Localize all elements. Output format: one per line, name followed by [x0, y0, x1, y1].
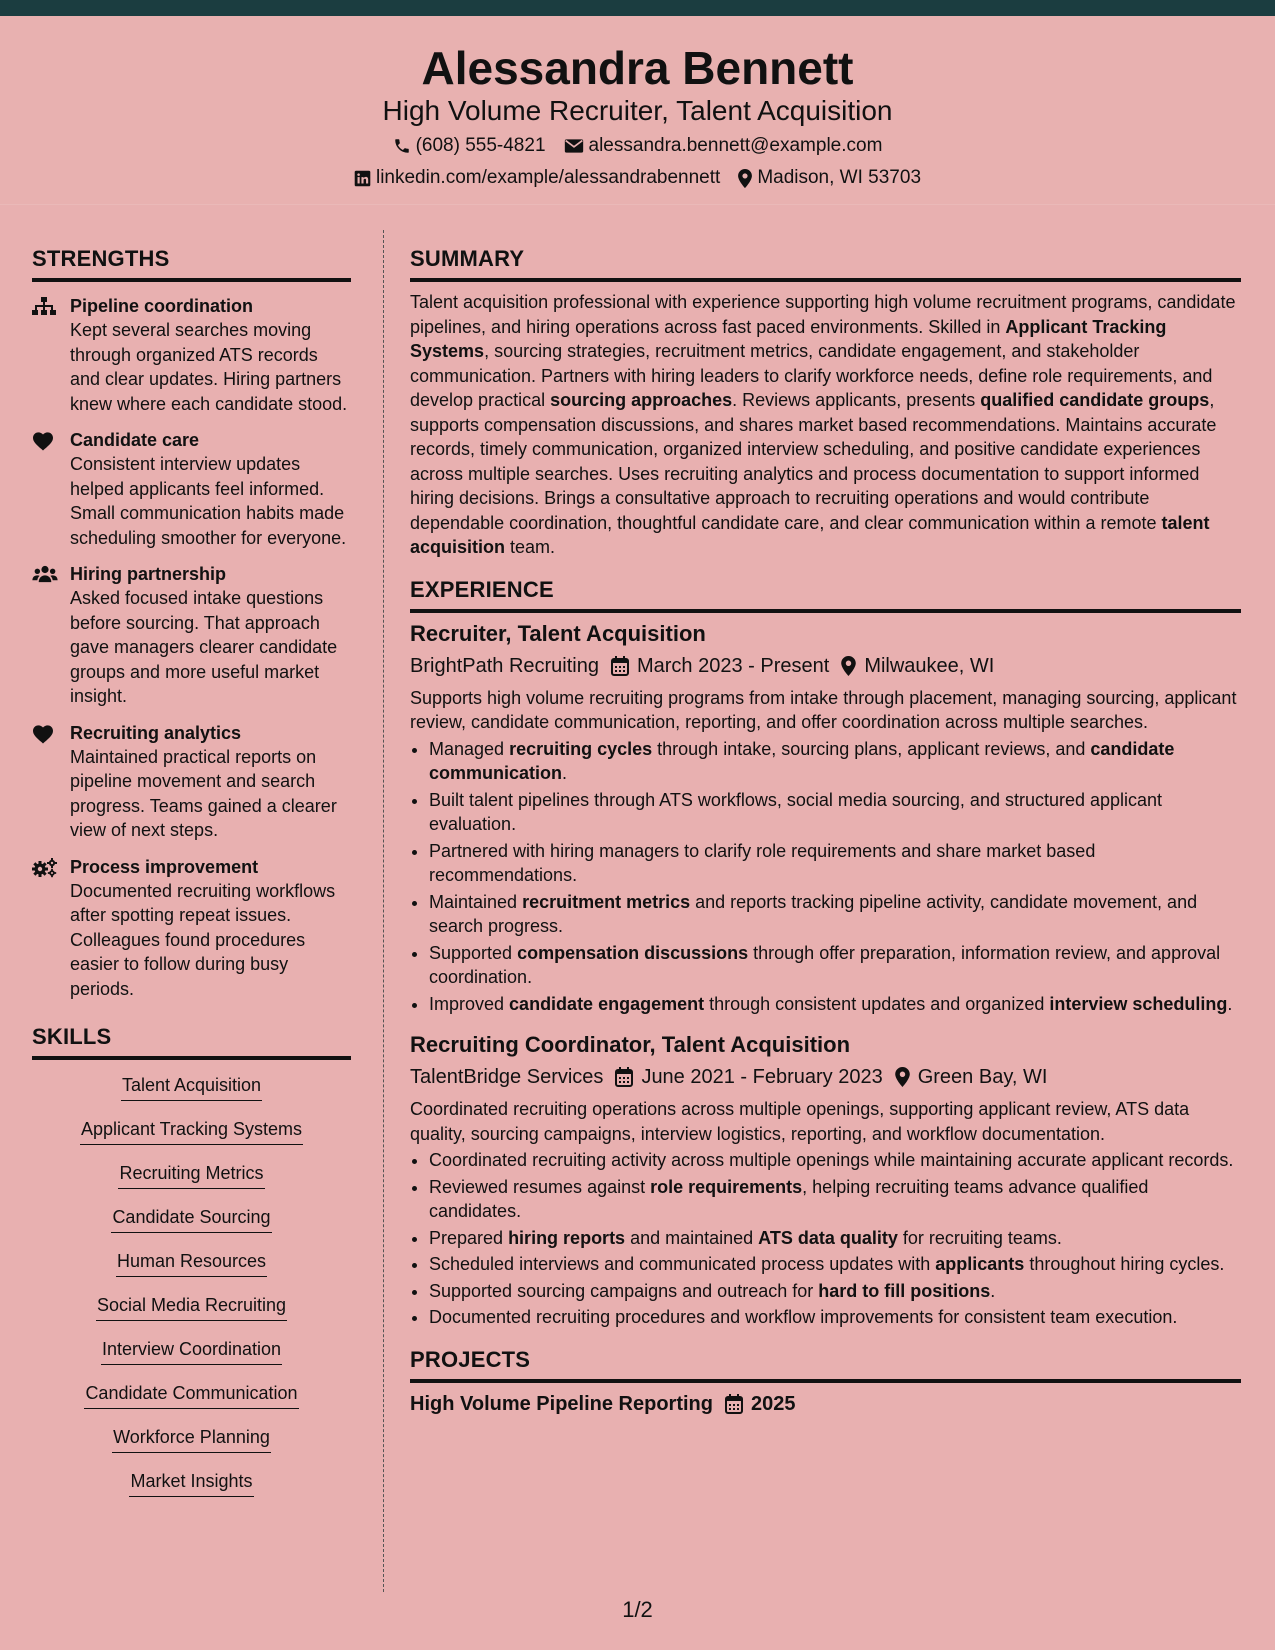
skills-heading: SKILLS	[32, 1023, 351, 1060]
map-pin-icon	[895, 1067, 910, 1087]
linkedin-contact[interactable]	[354, 166, 720, 190]
skill-tag: Social Media Recruiting	[32, 1291, 351, 1321]
linkedin-icon	[354, 170, 371, 187]
bullet-item: • Documented recruiting procedures and workflow improvements for consistent team execution.	[429, 1305, 1241, 1330]
job-role: Recruiting Coordinator, Talent Acquisition	[410, 1032, 851, 1057]
bullet-item: • Partnered with hiring managers to clarify role requirements and share market based recommendations.	[429, 839, 1241, 888]
bullet-item: • Maintained recruitment metrics and reports tracking pipeline activity, candidate movement, and search progress.	[429, 890, 1241, 939]
strengths-heading: STRENGTHS	[32, 245, 351, 282]
candidate-name: Alessandra Bennett	[421, 42, 854, 94]
strength-title: Process improvement	[70, 856, 259, 877]
job-description: Coordinated recruiting operations across multiple openings, supporting applicant review, ATS data quality, sourcing campaigns, interview logistics, reporting, and workflow documentation.	[410, 1099, 1190, 1144]
strength-item	[32, 562, 351, 709]
strength-title: Recruiting analytics	[70, 722, 242, 743]
project-entry	[410, 1389, 1241, 1419]
heart-icon	[32, 431, 54, 451]
skill-tag: Candidate Communication	[32, 1379, 351, 1409]
job-company: BrightPath Recruiting	[410, 654, 599, 677]
job-dates: March 2023 - Present	[636, 654, 830, 677]
summary-text: Talent acquisition professional with experience supporting high volume recruitment programs, candidate pipelines, and hiring operations across fast paced environments. Skilled in Applicant Tracking Systems, sourcing strategies, recruitment metrics, candidate engagement, and stakeholder communication. Partners with hiring leaders to clarify workforce needs, define role requirements, and develop practical sourcing approaches. Reviews applicants, presents qualified candidate groups, supports compensation discussions, and shares market based recommendations. Maintains accurate records, timely communication, organized interview scheduling, and positive candidate experiences across multiple searches. Uses recruiting analytics and process documentation to support informed hiring decisions. Brings a consultative approach to recruiting operations and would contribute dependable coordination, thoughtful candidate care, and clear communication within a remote talent acquisition team.	[410, 292, 1236, 557]
job-meta	[410, 651, 1241, 681]
skill-tag: Recruiting Metrics	[32, 1159, 351, 1189]
strength-title: Pipeline coordination	[70, 296, 254, 316]
phone-icon	[393, 137, 411, 155]
location-contact	[738, 166, 921, 190]
job-role: Recruiter, Talent Acquisition	[410, 620, 706, 646]
gears-icon	[32, 858, 58, 878]
phone-contact	[393, 134, 546, 158]
strength-item	[32, 294, 351, 416]
skill-tag: Market Insights	[32, 1467, 351, 1497]
skill-tag: Workforce Planning	[32, 1423, 351, 1453]
job-bullets	[410, 1148, 1241, 1330]
projects-heading: PROJECTS	[410, 1346, 1241, 1383]
candidate-title: High Volume Recruiter, Talent Acquisition	[382, 95, 893, 126]
strength-description: Asked focused intake questions before sourcing. That approach gave managers clearer candidate groups and more useful market insight.	[70, 588, 338, 706]
bullet-item: • Improved candidate engagement through consistent updates and organized interview scheduling.	[429, 992, 1241, 1017]
project-year: 2025	[750, 1392, 796, 1415]
column-divider	[383, 230, 384, 1592]
job-entry	[410, 619, 1241, 1017]
email-contact[interactable]	[564, 134, 883, 158]
users-icon	[32, 565, 58, 583]
project-name: High Volume Pipeline Reporting	[410, 1392, 713, 1415]
skill-tag: Human Resources	[32, 1247, 351, 1277]
location-text: Madison, WI 53703	[757, 167, 922, 188]
page-number: 1/2	[622, 1597, 653, 1622]
email-link[interactable]: alessandra.bennett@example.com	[588, 135, 883, 156]
map-pin-icon	[841, 656, 856, 676]
strength-description: Consistent interview updates helped applicants feel informed. Small communication habits made scheduling smoother for everyone.	[70, 454, 347, 548]
calendar-icon	[615, 1067, 633, 1087]
job-dates: June 2021 - February 2023	[641, 1066, 883, 1088]
bullet-item: • Scheduled interviews and communicated process updates with applicants throughout hiring cycles.	[429, 1252, 1241, 1277]
job-location: Green Bay, WI	[917, 1066, 1048, 1088]
bullet-item: • Managed recruiting cycles through intake, sourcing plans, applicant reviews, and candidate communication.	[429, 737, 1241, 786]
experience-heading: EXPERIENCE	[410, 576, 1241, 613]
strength-item	[32, 428, 351, 550]
envelope-icon	[564, 138, 584, 154]
strength-title: Hiring partnership	[70, 564, 227, 584]
strength-description: Kept several searches moving through organized ATS records and clear updates. Hiring partners knew where each candidate stood.	[70, 320, 348, 414]
calendar-icon	[611, 656, 629, 676]
bullet-item: • Prepared hiring reports and maintained ATS data quality for recruiting teams.	[429, 1226, 1241, 1251]
job-meta	[410, 1062, 1241, 1092]
skill-tag: Candidate Sourcing	[32, 1203, 351, 1233]
skill-tag: Interview Coordination	[32, 1335, 351, 1365]
top-accent-bar	[0, 0, 1275, 16]
skill-tag: Applicant Tracking Systems	[32, 1115, 351, 1145]
contact-line-1	[0, 134, 1275, 158]
heart-icon	[32, 724, 54, 744]
job-entry	[410, 1030, 1241, 1330]
summary-heading: SUMMARY	[410, 245, 1241, 282]
job-location: Milwaukee, WI	[864, 654, 995, 677]
phone-text: (608) 555-4821	[415, 135, 546, 156]
right-column	[410, 245, 1241, 1419]
skill-tag: Talent Acquisition	[32, 1071, 351, 1101]
bullet-item: • Supported compensation discussions through offer preparation, information review, and approval coordination.	[429, 941, 1241, 990]
strength-item	[32, 855, 351, 1002]
org-chart-icon	[32, 297, 56, 317]
job-bullets	[410, 737, 1241, 1017]
bullet-item: • Supported sourcing campaigns and outreach for hard to fill positions.	[429, 1279, 1241, 1304]
skills-list	[32, 1071, 351, 1497]
bullet-item: • Coordinated recruiting activity across multiple openings while maintaining accurate applicant records.	[429, 1148, 1241, 1173]
strength-description: Documented recruiting workflows after spotting repeat issues. Colleagues found procedures easier to follow during busy periods.	[70, 880, 336, 999]
resume-header	[0, 16, 1275, 205]
strength-description: Maintained practical reports on pipeline movement and search progress. Teams gained a clearer view of next steps.	[70, 746, 337, 840]
job-description: Supports high volume recruiting programs from intake through placement, managing sourcing, applicant review, candidate communication, reporting, and offer coordination across multiple searches.	[410, 687, 1237, 732]
strength-title: Candidate care	[70, 430, 200, 450]
bullet-item: • Built talent pipelines through ATS workflows, social media sourcing, and structured applicant evaluation.	[429, 788, 1241, 837]
strength-item	[32, 721, 351, 843]
bullet-item: • Reviewed resumes against role requirements, helping recruiting teams advance qualified candidates.	[429, 1175, 1241, 1224]
contact-line-2	[0, 166, 1275, 190]
map-pin-icon	[738, 169, 752, 188]
linkedin-link[interactable]: linkedin.com/example/alessandrabennett	[375, 167, 721, 188]
left-column	[32, 245, 351, 1497]
calendar-icon	[725, 1394, 743, 1414]
job-company: TalentBridge Services	[410, 1066, 604, 1088]
